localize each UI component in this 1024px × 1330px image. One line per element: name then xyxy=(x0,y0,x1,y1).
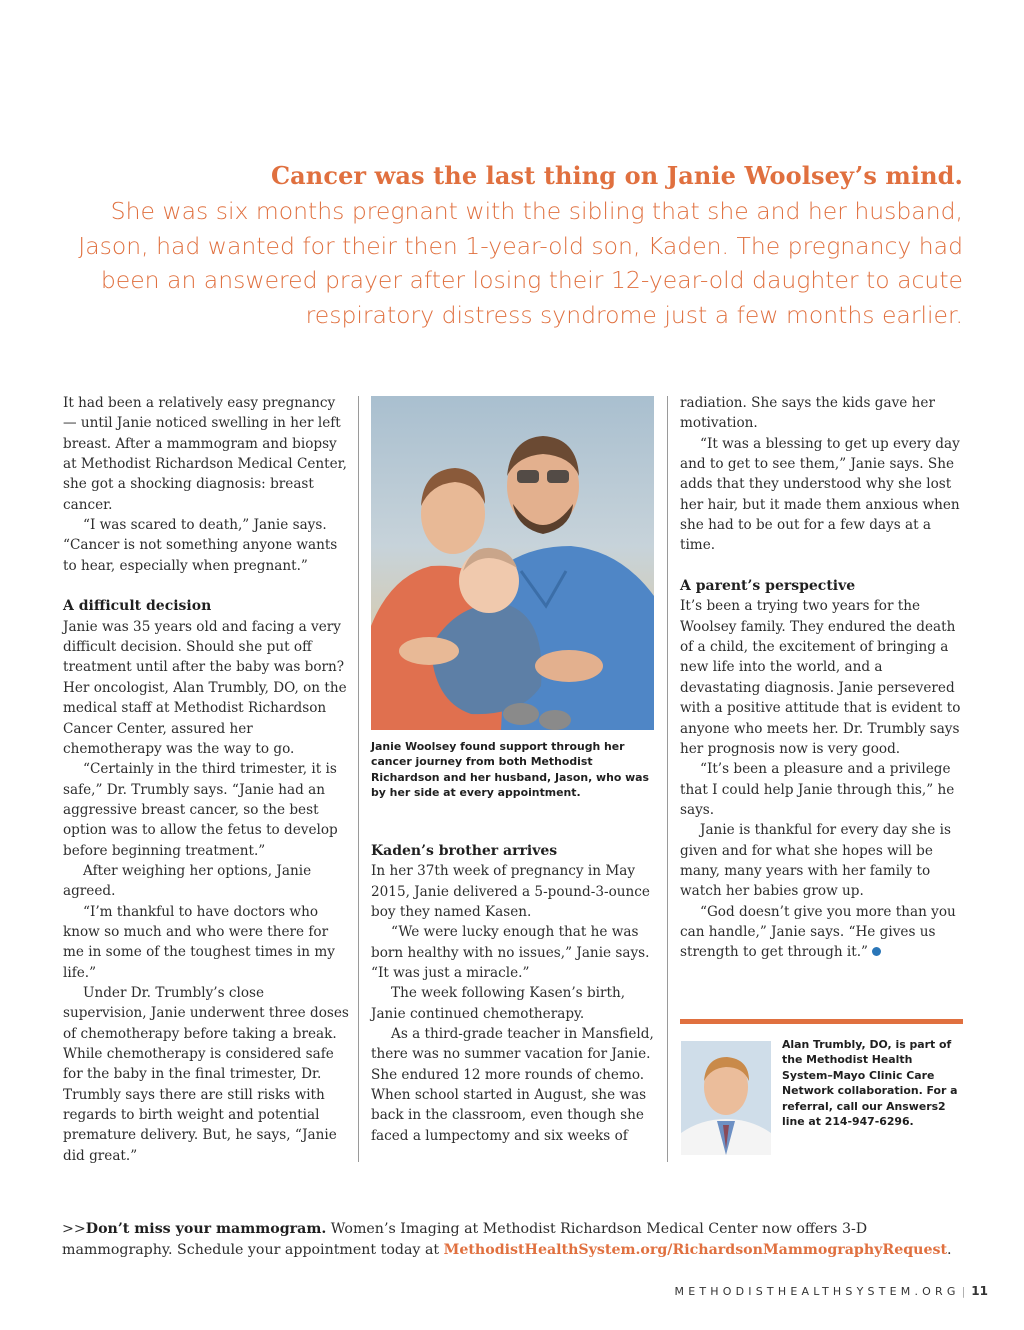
article-lead xyxy=(60,158,963,332)
family-photo xyxy=(371,396,654,730)
page-footer xyxy=(675,1284,988,1298)
cta-suffix: . xyxy=(947,1242,952,1258)
mammogram-cta xyxy=(62,1219,962,1261)
column-divider xyxy=(358,396,359,1162)
doctor-headshot-illustration xyxy=(681,1041,771,1155)
paragraph: It’s been a trying two years for the Woolsey family. They endured the death of a child, the excitement of bringing a new life into the world, and a devastating diagnosis. Janie persevered with a positive attitude that is evident to anyone who meets her. Dr. Trumbly says her prognosis now is very good. xyxy=(680,598,961,757)
subheading-parents-perspective: A parent’s perspective xyxy=(680,578,856,595)
paragraph: “We were lucky enough that he was born healthy with no issues,” Janie says. “It was just a miracle.” xyxy=(371,924,650,982)
paragraph: Under Dr. Trumbly’s close supervision, Janie underwent three doses of chemotherapy before taking a break. While chemotherapy is considered safe for the baby in the final trimester, Dr. Trumbly says there are still risks with regards to birth weight and potential premature delivery. But, he says, “Janie did great.” xyxy=(63,984,349,1164)
paragraph: As a third-grade teacher in Mansfield, there was no summer vacation for Janie. She endured 12 more rounds of chemo. When school started in August, she was back in the classroom, even though she faced a lumpectomy and six weeks of xyxy=(371,1026,654,1144)
article-column-1 xyxy=(63,393,351,1166)
paragraph: After weighing her options, Janie agreed. xyxy=(63,862,312,900)
end-of-article-dot-icon xyxy=(872,947,881,956)
mammography-request-link[interactable]: MethodistHealthSystem.org/RichardsonMammographyRequest xyxy=(443,1242,948,1258)
doctor-bio: Alan Trumbly, DO, is part of the Methodist Health System–Mayo Clinic Care Network collaboration. For a referral, call our Answers2 line at 214-947-6296. xyxy=(782,1038,958,1129)
paragraph: “I was scared to death,” Janie says. “Cancer is not something anyone wants to hear, especially when pregnant.” xyxy=(63,517,338,574)
paragraph: Janie was 35 years old and facing a very difficult decision. Should she put off treatment until after the baby was born? Her oncologist, Alan Trumbly, DO, on the medical staff at Methodist Richardson Cancer Center, assured her chemotherapy was the way to go. xyxy=(63,618,347,757)
paragraph: “It’s been a pleasure and a privilege that I could help Janie through this,” he says. xyxy=(680,761,955,818)
paragraph: In her 37th week of pregnancy in May 2015, Janie delivered a 5-pound-3-ounce boy they named Kasen. xyxy=(371,863,650,921)
article-column-3 xyxy=(680,393,965,963)
doctor-headshot xyxy=(681,1041,771,1155)
paragraph: The week following Kasen’s birth, Janie continued chemotherapy. xyxy=(371,985,626,1022)
closing-quote: “God doesn’t give you more than you can handle,” Janie says. “He gives us strength to get through it.” xyxy=(680,903,956,961)
paragraph: “I’m thankful to have doctors who know so much and who were there for me in some of the toughest times in my life.” xyxy=(63,903,335,981)
paragraph: Janie is thankful for every day she is given and for what she hopes will be many, many years with her family to watch her babies grow up. xyxy=(680,822,951,900)
footer-site: METHODISTHEALTHSYSTEM.ORG xyxy=(674,1285,960,1298)
paragraph: radiation. She says the kids gave her motivation. xyxy=(680,395,935,432)
paragraph: “It was a blessing to get up every day and to get to see them,” Janie says. She adds that they understood why she lost her hair, but it made them anxious when she had to be out for a few days at a time. xyxy=(680,435,960,554)
subheading-difficult-decision: A difficult decision xyxy=(63,598,212,615)
bio-divider xyxy=(680,1019,963,1024)
lead-title: Cancer was the last thing on Janie Woolsey’s mind. xyxy=(270,161,963,190)
photo-caption: Janie Woolsey found support through her cancer journey from both Methodist Richardson and her husband, Jason, who was by her side at every appointment. xyxy=(371,740,649,800)
paragraph: “Certainly in the third trimester, it is safe,” Dr. Trumbly says. “Janie had an aggressive breast cancer, so the best option was to allow the fetus to develop before beginning treatment.” xyxy=(63,761,338,859)
subheading-kadens-brother: Kaden’s brother arrives xyxy=(371,843,558,859)
cta-headline: Don’t miss your mammogram. xyxy=(85,1221,327,1237)
article-column-2 xyxy=(371,841,656,1146)
column-divider xyxy=(667,396,668,1162)
page-number: 11 xyxy=(971,1284,988,1298)
family-photo-illustration xyxy=(371,396,654,730)
cta-text: Women’s Imaging at Methodist Richardson Medical Center now offers 3-D mammography. Schedule your appointment today at xyxy=(62,1221,868,1258)
lead-body: She was six months pregnant with the sibling that she and her husband, Jason, had wanted for their then 1-year-old son, Kaden. The pregnancy had been an answered prayer after losing their 12-year-old daughter to acute respiratory distress syndrome just a few months earlier. xyxy=(78,197,963,329)
cta-prefix: >> xyxy=(62,1221,86,1237)
paragraph xyxy=(680,902,965,963)
footer-separator: | xyxy=(961,1285,966,1298)
paragraph: It had been a relatively easy pregnancy — until Janie noticed swelling in her left breast. After a mammogram and biopsy at Methodist Richardson Medical Center, she got a shocking diagnosis: breast cancer. xyxy=(63,395,347,513)
